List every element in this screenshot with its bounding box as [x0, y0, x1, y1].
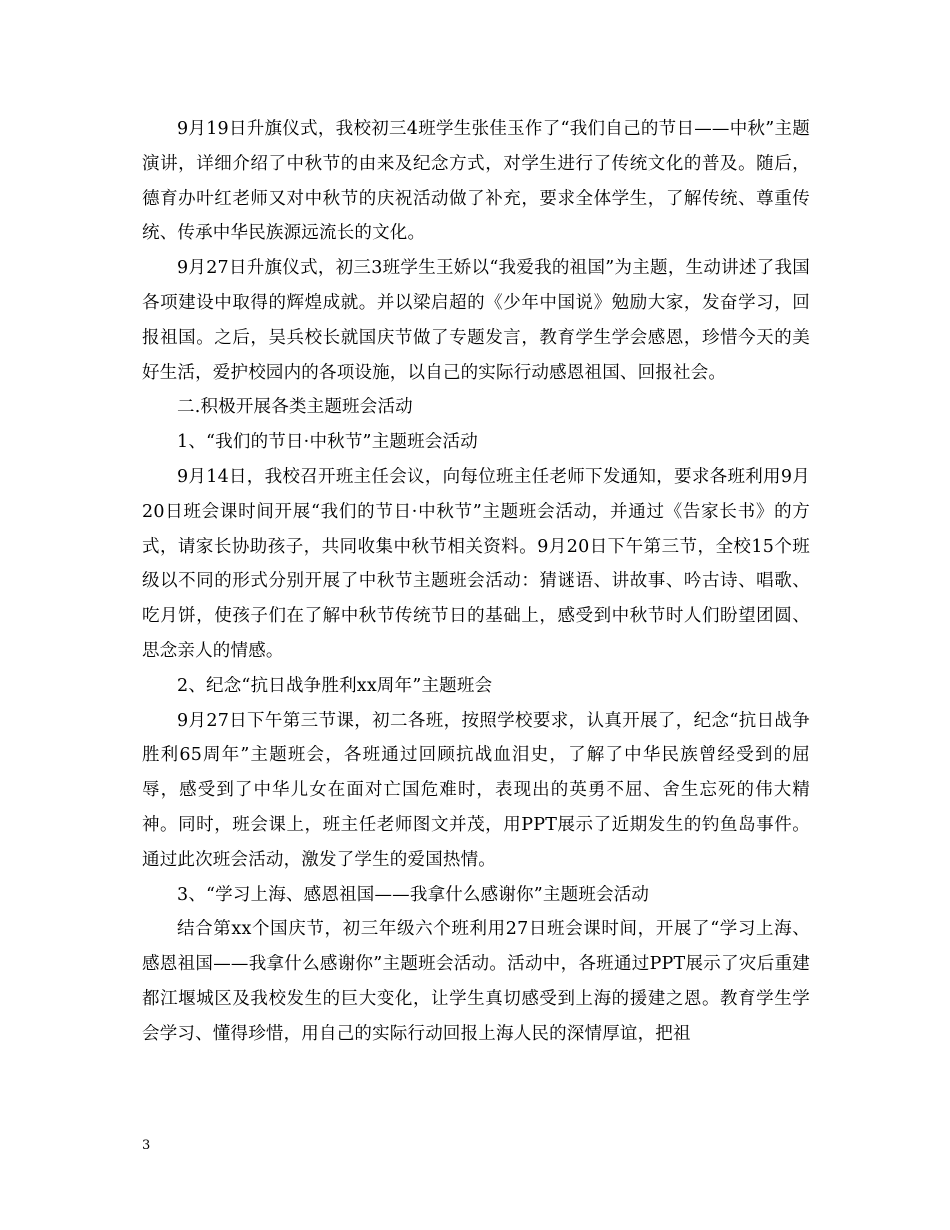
document-body	[142, 112, 810, 1052]
subheading-learn-from-shanghai-class-meeting: 3、“学习上海、感恩祖国——我拿什么感谢你”主题班会活动	[177, 884, 650, 905]
page-number: 3	[142, 1138, 151, 1153]
paragraph-anti-japanese-war-class-meeting: 9月27日下午第三节课，初二各班，按照学校要求，认真开展了，纪念“抗日战争胜利65周年”主题班会，各班通过回顾抗战血泪史，了解了中华民族曾经受到的屈辱，感受到了中华儿女在面对亡国危难时，表现出的英勇不屈、舍生忘死的伟大精神。同时，班会课上，班主任老师图文并茂，用PPT展示了近期发生的钓鱼岛事件。通过此次班会活动，激发了学生的爱国热情。	[142, 710, 810, 870]
paragraph-national-day-flag-ceremony: 9月27日升旗仪式，初三3班学生王娇以“我爱我的祖国”为主题，生动讲述了我国各项建设中取得的辉煌成就。并以梁启超的《少年中国说》勉励大家，发奋学习，回报祖国。之后，吴兵校长就国庆节做了专题发言，教育学生学会感恩，珍惜今天的美好生活，爱护校园内的各项设施，以自己的实际行动感恩祖国、回报社会。	[142, 258, 810, 383]
subheading-mid-autumn-class-meeting: 1、“我们的节日·中秋节”主题班会活动	[177, 432, 478, 453]
paragraph-mid-autumn-class-meeting: 9月14日，我校召开班主任会议，向每位班主任老师下发通知，要求各班利用9月20日班会课时间开展“我们的节日·中秋节”主题班会活动，并通过《告家长书》的方式，请家长协助孩子，共同收集中秋节相关资料。9月20日下午第三节，全校15个班级以不同的形式分别开展了中秋节主题班会活动：猜谜语、讲故事、吟古诗、唱歌、吃月饼，使孩子们在了解中秋节传统节日的基础上，感受到中秋节时人们盼望团圆、思念亲人的情感。	[142, 466, 810, 661]
paragraph-learn-from-shanghai-class-meeting: 结合第xx个国庆节，初三年级六个班利用27日班会课时间，开展了“学习上海、感恩祖国——我拿什么感谢你”主题班会活动。活动中，各班通过PPT展示了灾后重建都江堰城区及我校发生的巨大变化，让学生真切感受到上海的援建之恩。教育学生学会学习、懂得珍惜，用自己的实际行动回报上海人民的深情厚谊，把祖	[142, 919, 810, 1044]
subheading-anti-japanese-war-class-meeting: 2、纪念“抗日战争胜利xx周年”主题班会	[177, 675, 493, 696]
section-heading-theme-class-meetings: 二.积极开展各类主题班会活动	[177, 397, 413, 418]
paragraph-mid-autumn-flag-ceremony: 9月19日升旗仪式，我校初三4班学生张佳玉作了“我们自己的节日——中秋”主题演讲，详细介绍了中秋节的由来及纪念方式，对学生进行了传统文化的普及。随后，德育办叶红老师又对中秋节的庆祝活动做了补充，要求全体学生，了解传统、尊重传统、传承中华民族源远流长的文化。	[142, 119, 810, 244]
